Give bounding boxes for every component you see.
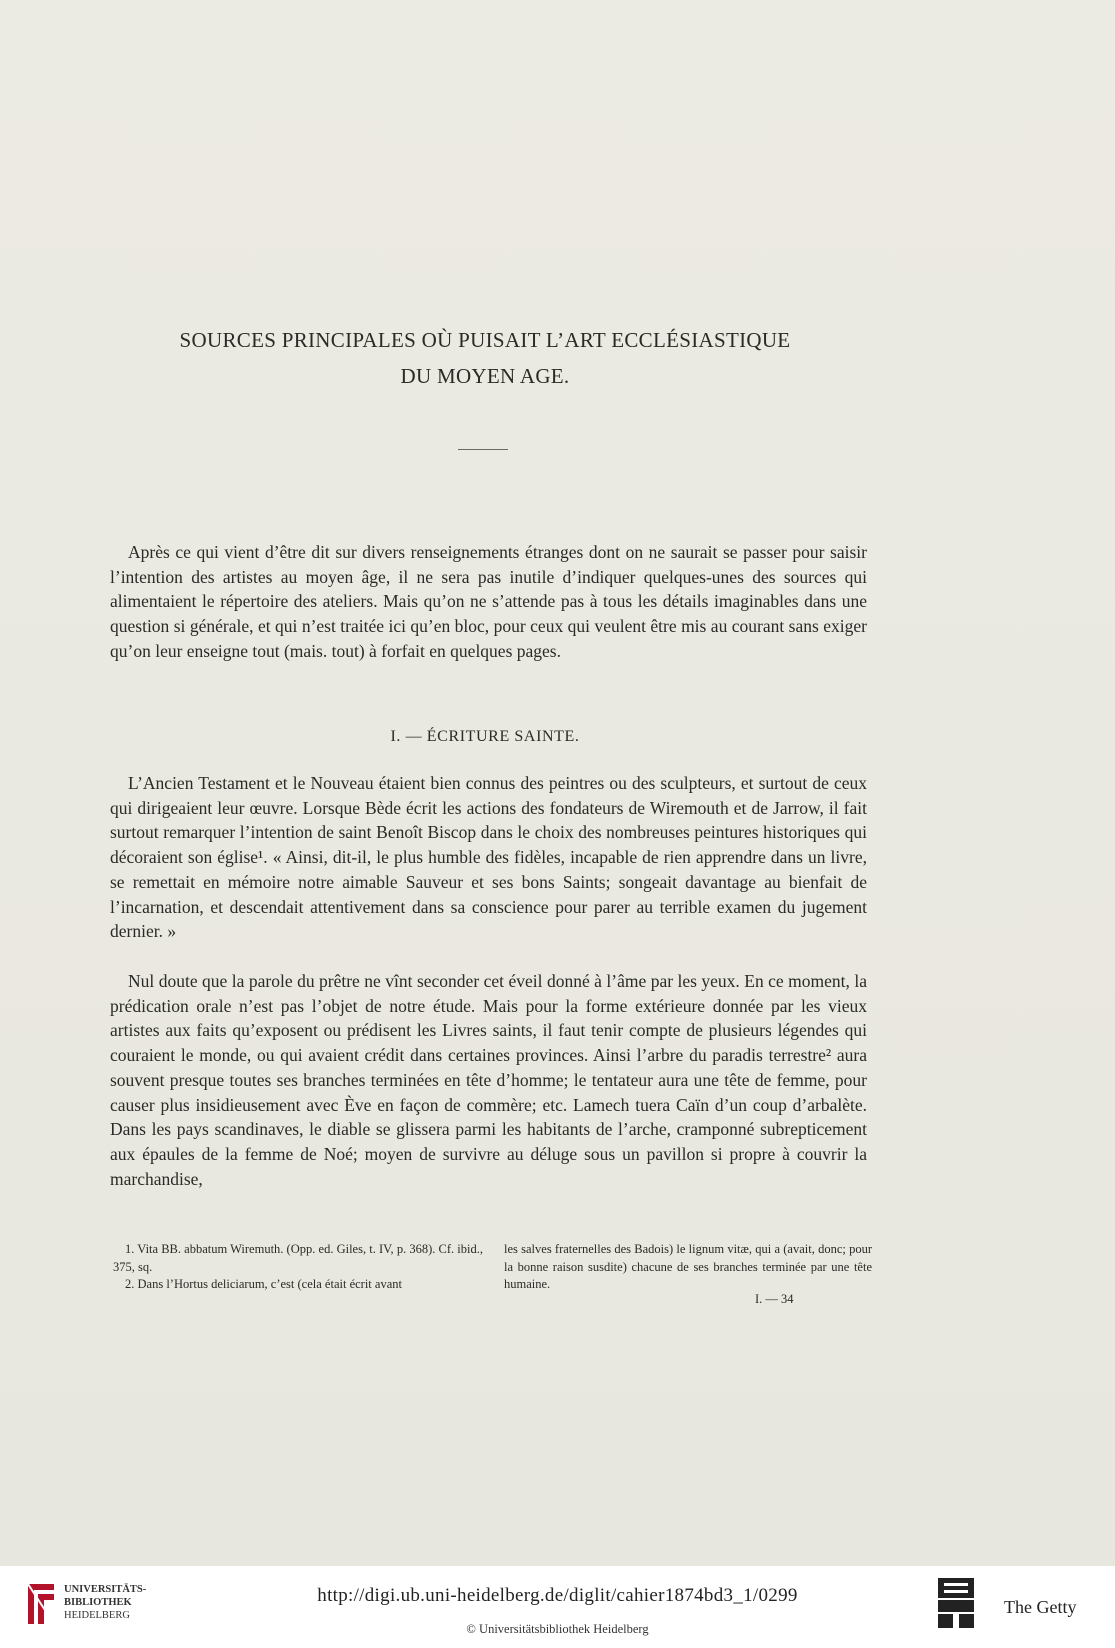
page-title-line1: SOURCES PRINCIPALES OÙ PUISAIT L’ART ECCLÉSIASTIQUE — [179, 328, 791, 352]
page-number: I. — 34 — [755, 1292, 794, 1306]
footnotes-left — [113, 1241, 483, 1294]
title-divider — [458, 449, 508, 450]
getty-label: The Getty — [1004, 1597, 1077, 1617]
copyright-notice: © Universitätsbibliothek Heidelberg — [466, 1622, 649, 1636]
footnote-2: 2. Dans l’Hortus deliciarum, c’est (cela était écrit avant — [125, 1277, 402, 1291]
footnote-1: 1. Vita BB. abbatum Wiremuth. (Opp. ed. Giles, t. IV, p. 368). Cf. ibid., 375, sq. — [113, 1242, 483, 1274]
page-title-line2: DU MOYEN AGE. — [400, 364, 570, 388]
section-heading: I. — ÉCRITURE SAINTE. — [390, 728, 580, 745]
paragraph-nul-doute: Nul doute que la parole du prêtre ne vînt seconder cet éveil donné à l’âme par les yeux. En ce moment, la prédication orale n’est pas l’objet de notre étude. Mais pour la forme extérieure donnée par les vieux artistes aux faits qu’exposent ou prédisent les Livres saints, il faut tenir compte de plusieurs légendes qui couraient le monde, ou qui avaient crédit dans certaines provinces. Ainsi l’arbre du paradis terrestre² aura souvent presque toutes ses branches terminées en tête d’homme; le tentateur aura une tête de femme, pour causer plus insidieusement avec Ève en façon de commère; etc. Lamech tuera Caïn d’un coup d’arbalète. Dans les pays scandinaves, le diable se glissera parmi les habitants de l’arche, cramponné subrepticement aux épaules de la femme de Noé; moyen de survivre au déluge sous un pavillon si propre à couvrir la marchandise, — [110, 971, 867, 1189]
intro-paragraph: Après ce qui vient d’être dit sur divers renseignements étranges dont on ne saurait se passer pour saisir l’intention des artistes au moyen âge, il ne sera pas inutile d’indiquer quelques-unes des sources qui alimentaient le répertoire des ateliers. Mais qu’on ne s’attende pas à tous les détails imaginables dans une question si générale, et qui n’est traitée ici qu’en bloc, pour ceux qui veulent être mis au courant sans exiger qu’on leur enseigne tout (mais. tout) à forfait en quelques pages. — [110, 542, 867, 661]
document-url-link[interactable]: http://digi.ub.uni-heidelberg.de/diglit/cahier1874bd3_1/0299 — [317, 1585, 798, 1606]
footnote-2-continued: les salves fraternelles des Badois) le lignum vitæ, qui a (avait, donc; pour la bonne raison susdite) chacune de ses branches terminée par une tête humaine. — [504, 1242, 872, 1291]
footnotes-right — [504, 1241, 872, 1294]
paragraph-ancien-testament: L’Ancien Testament et le Nouveau étaient bien connus des peintres ou des sculpteurs, et surtout de ceux qui dirigeaient leur œuvre. Lorsque Bède écrit les actions des fondateurs de Wiremouth et de Jarrow, il fait surtout remarquer l’intention de saint Benoît Biscop dans le choix des nombreuses peintures historiques qui décoraient son église¹. « Ainsi, dit-il, le plus humble des fidèles, incapable de rien apprendre dans un livre, se remettait en mémoire notre aimable Sauveur et ses bons Saints; songeait davantage au bienfait de l’incarnation, et descendait attentivement dans sa conscience pour parer au terrible examen du jugement dernier. » — [110, 773, 867, 942]
getty-logo-icon — [938, 1578, 974, 1632]
library-name: UNIVERSITÄTS- BIBLIOTHEK HEIDELBERG — [64, 1584, 147, 1621]
